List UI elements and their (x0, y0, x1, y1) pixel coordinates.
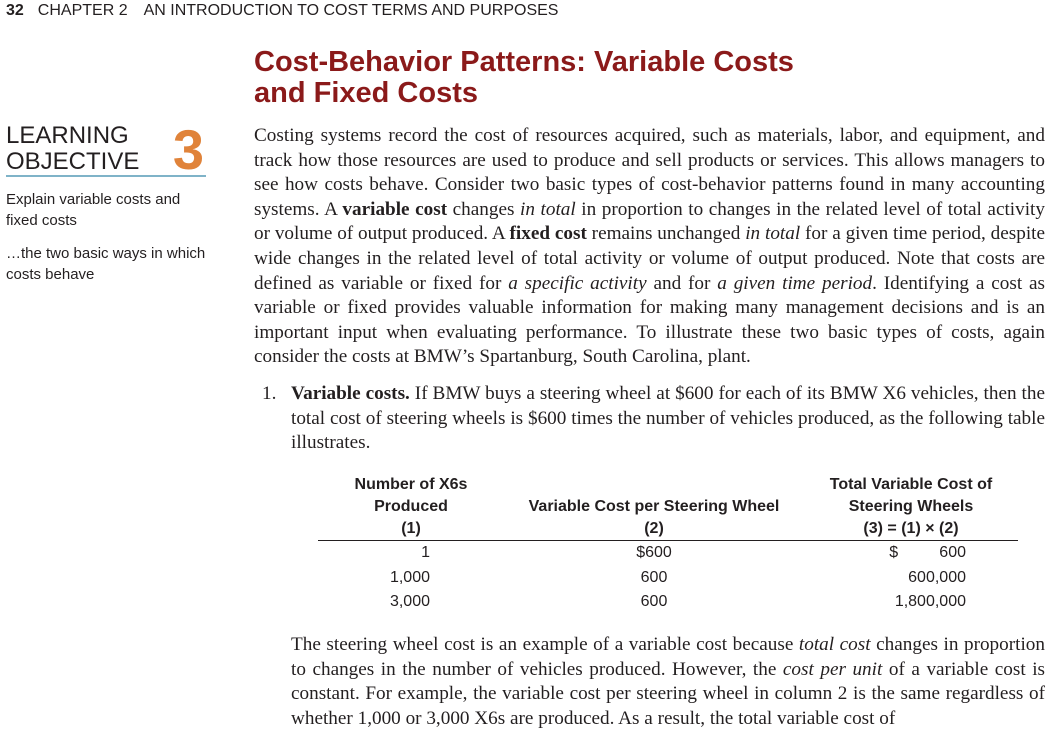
list-heading: Variable costs. (291, 383, 410, 404)
cell-produced: 1,000 (389, 568, 430, 586)
objective-subtext: …the two basic ways in which costs behave (6, 245, 206, 283)
emphasis: total cost (798, 634, 871, 655)
cell-produced: 3,000 (389, 593, 430, 610)
objective-description: Explain variable costs and fixed costs (6, 191, 181, 229)
text-run: of a variable cost is constant. For example, the variable cost per steering wheel in column 2 is the same regardless of whether 1,000 or 3,000 X6s are produced. As a result, the total variable cost of (291, 658, 1046, 729)
steering-wheel-cost-table (318, 474, 1018, 615)
learning-label: LEARNING (6, 122, 129, 149)
objective-label: OBJECTIVE (6, 148, 140, 175)
header-text: Total Variable Cost of (829, 476, 993, 493)
explanation-paragraph (291, 633, 1045, 731)
text-run: in proportion to changes in the related level of total activity or volume of output produced. A (254, 198, 1045, 245)
list-body (291, 382, 1045, 456)
section-title-line1: Cost-Behavior Patterns: Variable Costs (254, 46, 794, 78)
text-run: If BMW buys a steering wheel at $600 for each of its BMW X6 vehicles, then the total cost of steering wheels is $600 times the number of vehicles produced, as the following table illustrates. (291, 383, 1045, 454)
column-header-produced (318, 474, 504, 541)
emphasis: a specific activity (508, 272, 647, 294)
section-title-line2: and Fixed Costs (254, 77, 478, 109)
header-text: Variable Cost per Steering Wheel (528, 498, 780, 515)
text-run: changes in proportion to changes in the number of vehicles produced. However, the (291, 634, 1045, 680)
table-row (318, 566, 1018, 591)
text-run: Costing systems record the cost of resources acquired, such as materials, labor, and equipment, and track how those resources are used to produce and sell products or services. This allows managers to see how costs behave. Consider two basic types of cost-behavior patterns found in many accounting systems. A (254, 125, 1045, 220)
header-formula: (3) = (1) × (2) (863, 520, 959, 537)
running-header (6, 0, 558, 22)
text-run: and for (646, 272, 718, 294)
emphasis: in total (745, 223, 801, 245)
text-run: The steering wheel cost is an example of a variable cost because (291, 634, 799, 655)
cell-total (804, 590, 1018, 615)
emphasis: in total (520, 198, 576, 220)
header-column-number: (2) (644, 520, 664, 537)
emphasis: cost per unit (782, 658, 883, 680)
list-item-variable-costs (262, 382, 1045, 456)
chapter-title: AN INTRODUCTION TO COST TERMS AND PURPOSES (143, 2, 559, 19)
column-header-total-cost (804, 474, 1018, 541)
chapter-label: CHAPTER 2 (37, 2, 128, 19)
intro-paragraph (254, 124, 1045, 370)
header-column-number: (1) (401, 520, 421, 537)
cell-produced: 1 (421, 544, 430, 561)
cell-cost-per-unit: $600 (636, 544, 672, 561)
learning-objective-heading (6, 118, 206, 181)
cell-total (804, 541, 1018, 566)
learning-objective-box (6, 118, 206, 285)
text-run: . Identifying a cost as variable or fixed provides valuable information for making many management decisions and is an important input when evaluating performance. To illustrate these two basic types of costs, again consider the costs at BMW’s Spartanburg, South Carolina, plant. (254, 272, 1045, 368)
table-header-row (318, 474, 1018, 541)
total-value: 600,000 (908, 568, 966, 586)
term-fixed-cost: fixed cost (509, 223, 587, 245)
total-value: 600 (939, 544, 966, 561)
cell-total (804, 566, 1018, 591)
table-row (318, 590, 1018, 615)
cell-cost-per-unit: 600 (640, 568, 668, 586)
objective-number: 3 (172, 118, 204, 181)
emphasis: a given time period (717, 272, 873, 294)
term-variable-cost: variable cost (342, 198, 448, 220)
total-value: 1,800,000 (894, 593, 966, 610)
section-title (254, 47, 1014, 109)
page-number: 32 (6, 2, 24, 19)
list-number: 1. (262, 383, 277, 404)
header-text: Number of X6s Produced (354, 476, 468, 515)
text-run: remains unchanged (586, 223, 746, 245)
cell-cost-per-unit: 600 (640, 593, 668, 610)
text-run: for a given time period, despite wide changes in the related level of total activity or volume of output produced. Note that costs are defined as variable or fixed for (254, 223, 1045, 294)
column-header-cost-per-wheel (504, 474, 804, 541)
header-text: Steering Wheels (848, 498, 974, 515)
table-row (318, 541, 1018, 566)
currency-symbol: $ (889, 544, 899, 561)
text-run: changes (447, 198, 521, 220)
